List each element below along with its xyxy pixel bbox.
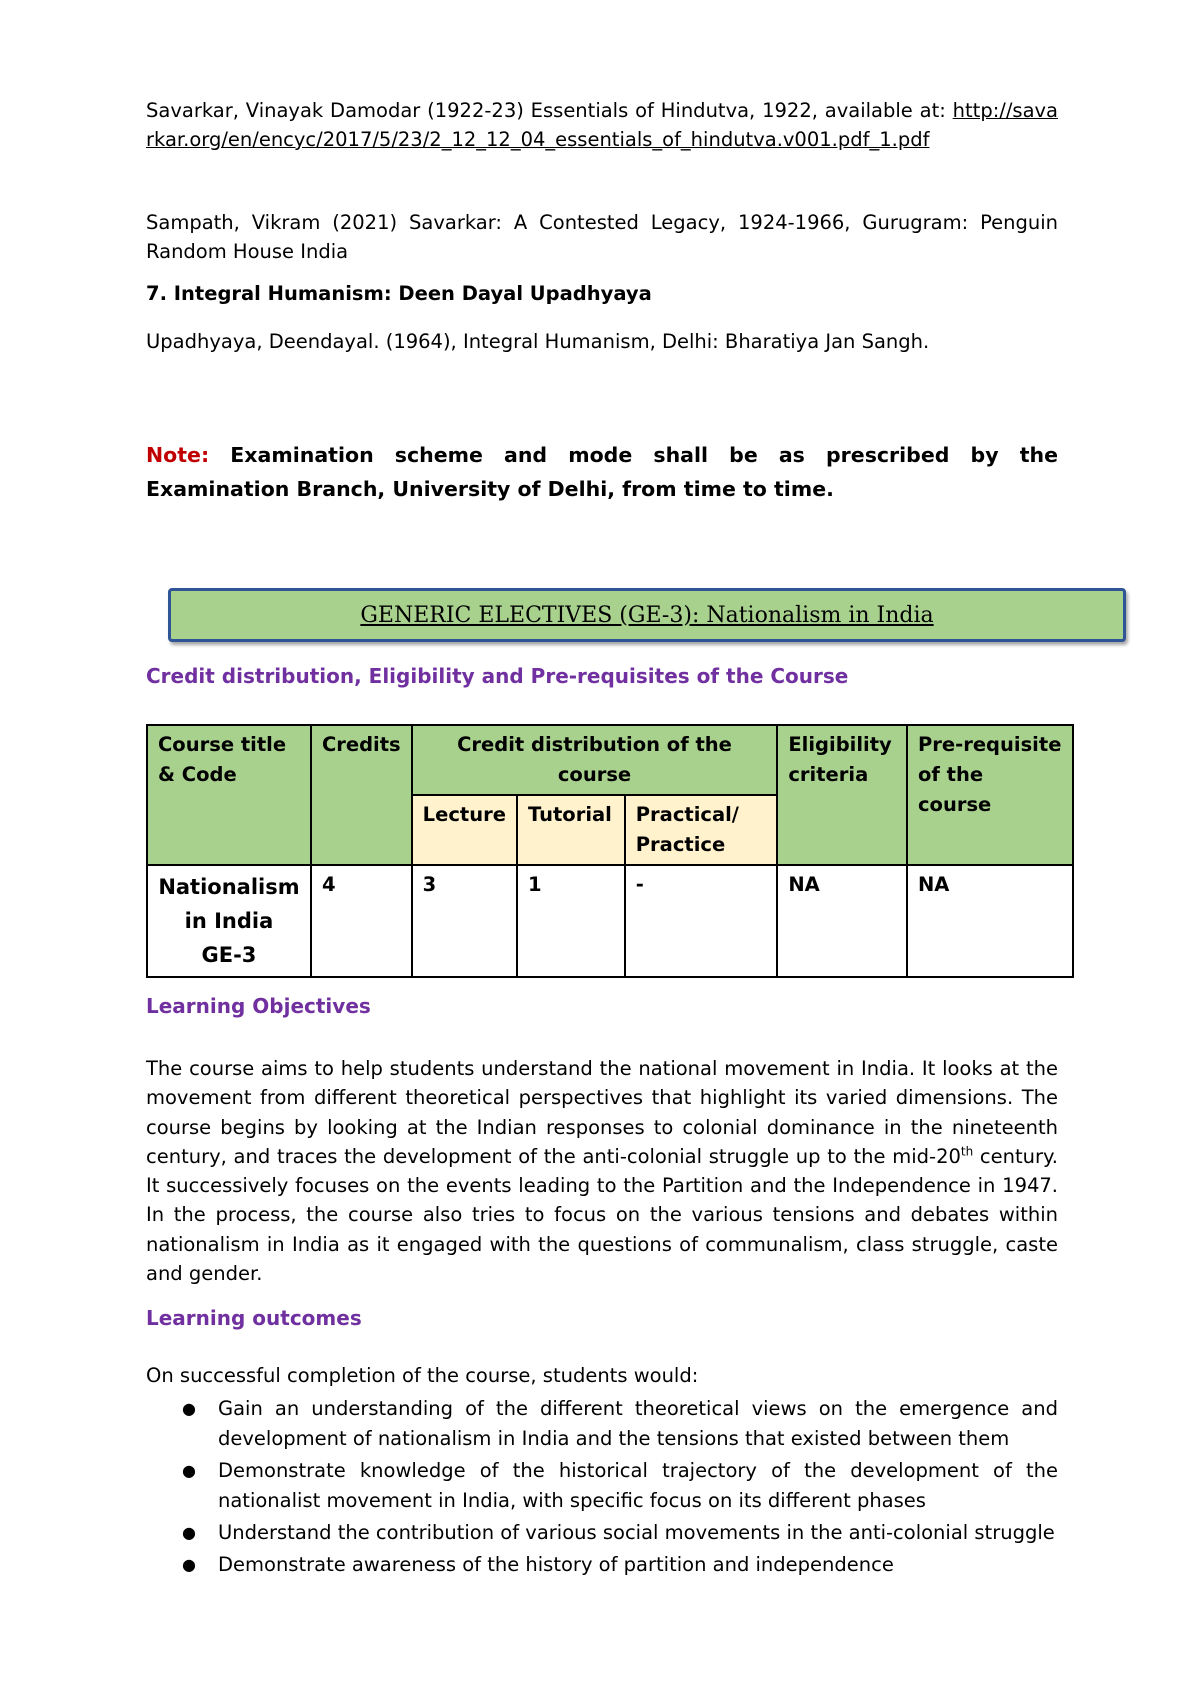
cell-eligibility: NA (777, 865, 907, 977)
bullet-icon: ● (182, 1523, 196, 1542)
banner-title: GENERIC ELECTIVES (GE-3): Nationalism in India (360, 602, 934, 628)
cell-credits: 4 (311, 865, 412, 977)
reference-savarkar-essentials (146, 96, 1058, 154)
bullet-icon: ● (182, 1461, 196, 1480)
cell-tutorial: 1 (517, 865, 625, 977)
cell-prerequisite: NA (907, 865, 1073, 977)
learning-objectives-text (146, 1054, 1058, 1288)
list-item (182, 1394, 1058, 1454)
table-header-row (147, 725, 1073, 795)
list-item (182, 1550, 1058, 1580)
reference-text: Savarkar, Vinayak Damodar (1922-23) Essentials of Hindutva, 1922, available at: (146, 99, 946, 122)
credit-distribution-heading: Credit distribution, Eligibility and Pre-requisites of the Course (146, 664, 849, 688)
outcomes-intro: On successful completion of the course, students would: (146, 1364, 699, 1387)
list-item (182, 1518, 1058, 1548)
objectives-text-part2: century. It successively focuses on the events leading to the Partition and the Independence in 1947. In the process, the course also tries to focus on the various tensions and debates within nationalism in India as it engaged with the questions of communalism, class struggle, caste and gender. (146, 1144, 1058, 1286)
header-credits: Credits (311, 725, 412, 865)
note-label: Note: (146, 443, 210, 467)
outcome-text: Demonstrate awareness of the history of partition and independence (218, 1553, 894, 1576)
header-prerequisite: Pre-requisite of the course (907, 725, 1073, 865)
course-code: GE-3 (201, 943, 257, 967)
header-lecture: Lecture (412, 795, 517, 865)
examination-note (146, 438, 1058, 506)
outcomes-list (146, 1394, 1058, 1582)
bullet-icon: ● (182, 1555, 196, 1574)
header-eligibility: Eligibility criteria (777, 725, 907, 865)
reference-sampath: Sampath, Vikram (2021) Savarkar: A Contested Legacy, 1924-1966, Gurugram: Penguin Random House India (146, 211, 1058, 263)
outcome-text: Gain an understanding of the different theoretical views on the emergence and development of nationalism in India and the tensions that existed between them (218, 1397, 1058, 1450)
cell-course-title (147, 865, 311, 977)
header-tutorial: Tutorial (517, 795, 625, 865)
course-name-line2: in India (184, 909, 274, 933)
objectives-text-part1: The course aims to help students understand the national movement in India. It looks at the movement from different theoretical perspectives that highlight its varied dimensions. The course begins by looking at the Indian responses to colonial dominance in the nineteenth century, and traces the development of the anti-colonial struggle up to the mid-20 (146, 1057, 1058, 1168)
header-practical: Practical/ Practice (625, 795, 778, 865)
course-name-line1: Nationalism (158, 875, 300, 899)
reference-url-link[interactable]: http://savarkar.org/en/encyc/2017/5/23/2_12_12_04_essentials_of_hindutva.v001.pdf_1.pdf (146, 99, 1059, 151)
bullet-icon: ● (182, 1399, 196, 1418)
note-text: Examination scheme and mode shall be as prescribed by the Examination Branch, University of Delhi, from time to time. (146, 443, 1058, 501)
header-course-title: Course title & Code (147, 725, 311, 865)
credit-distribution-table (146, 724, 1074, 978)
header-credit-distribution: Credit distribution of the course (412, 725, 778, 795)
learning-objectives-heading: Learning Objectives (146, 994, 371, 1018)
outcome-text: Understand the contribution of various social movements in the anti-colonial struggle (218, 1521, 1055, 1544)
list-item (182, 1456, 1058, 1516)
section-7-heading: 7. Integral Humanism: Deen Dayal Upadhyaya (146, 282, 652, 305)
generic-electives-banner (168, 588, 1126, 642)
table-row (147, 865, 1073, 977)
learning-outcomes-heading: Learning outcomes (146, 1306, 362, 1330)
objectives-superscript: th (960, 1144, 974, 1159)
cell-lecture: 3 (412, 865, 517, 977)
reference-upadhyaya: Upadhyaya, Deendayal. (1964), Integral Humanism, Delhi: Bharatiya Jan Sangh. (146, 330, 930, 353)
outcome-text: Demonstrate knowledge of the historical trajectory of the development of the nationalist movement in India, with specific focus on its different phases (218, 1459, 1058, 1512)
cell-practical: - (625, 865, 778, 977)
